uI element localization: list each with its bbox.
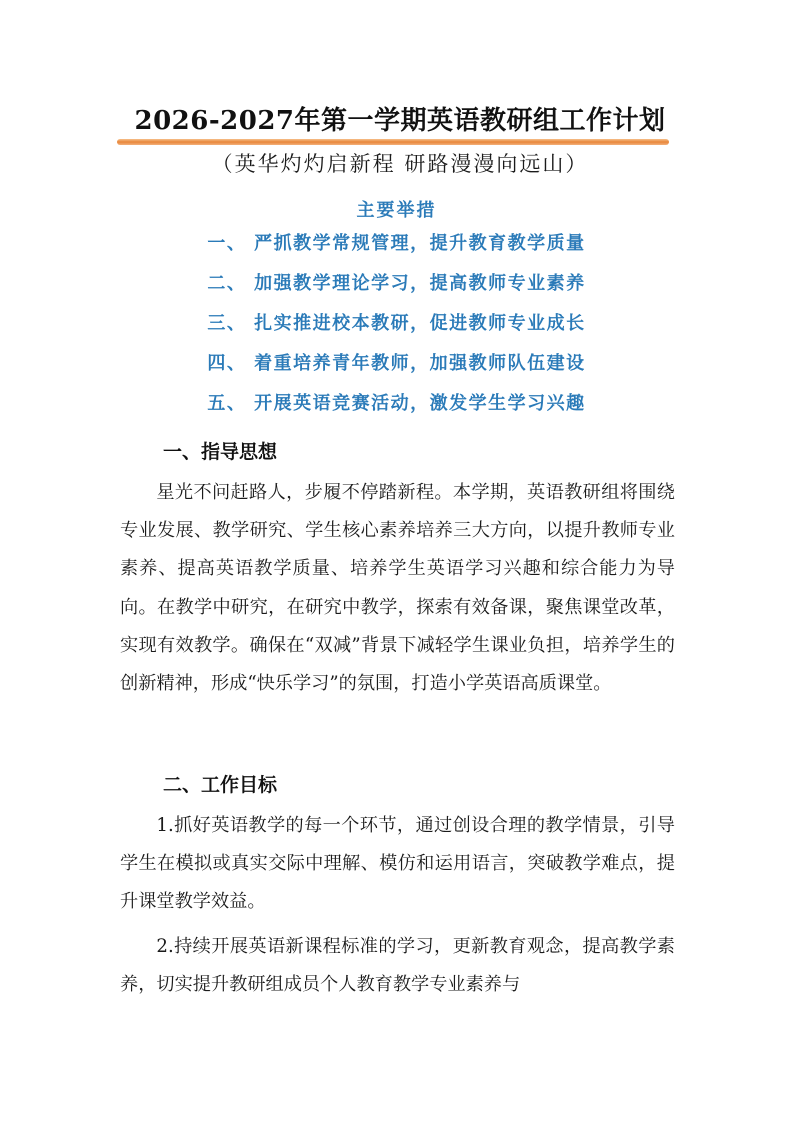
measure-item: 二、 加强教学理论学习，提高教师专业素养 <box>207 273 586 294</box>
section-heading-guiding-ideology: 一、指导思想 <box>163 441 278 463</box>
paragraph-guiding-ideology: 星光不问赶路人，步履不停踏新程。本学期，英语教研组将围绕专业发展、教学研究、学生核心素养培养三大方向，以提升教师专业素养、提高英语教学质量、培养学生英语学习兴趣和综合能力为导向。在教学中研究，在研究中教学，探索有效备课，聚焦课堂改革，实现有效教学。确保在“双减”背景下减轻学生课业负担，培养学生的创新精神，形成“快乐学习”的氛围，打造小学英语高质课堂。 <box>120 482 675 695</box>
paragraph-goal-2: 2.持续开展英语新课程标准的学习，更新教育观念，提高教学素养，切实提升教研组成员个人教育教学专业素养与 <box>120 936 675 996</box>
paragraph-goal-1: 1.抓好英语教学的每一个环节，通过创设合理的教学情景，引导学生在模拟或真实交际中理解、模仿和运用语言，突破教学难点，提升课堂教学效益。 <box>120 815 675 913</box>
measure-item: 三、 扎实推进校本教研，促进教师专业成长 <box>207 313 586 334</box>
measure-item: 五、 开展英语竞赛活动，激发学生学习兴趣 <box>207 393 586 414</box>
measures-heading: 主要举措 <box>356 200 437 221</box>
document-subtitle: （英华灼灼启新程 研路漫漫向远山） <box>211 152 589 176</box>
measures-list <box>0 230 793 430</box>
measure-item: 四、 着重培养青年教师，加强教师队伍建设 <box>207 353 586 374</box>
measure-item: 一、 严抓教学常规管理，提升教育教学质量 <box>207 233 586 254</box>
section-heading-work-goals: 二、工作目标 <box>163 774 278 796</box>
document-title: 2026-2027年第一学期英语教研组工作计划 <box>134 106 666 136</box>
title-underline <box>117 139 669 145</box>
